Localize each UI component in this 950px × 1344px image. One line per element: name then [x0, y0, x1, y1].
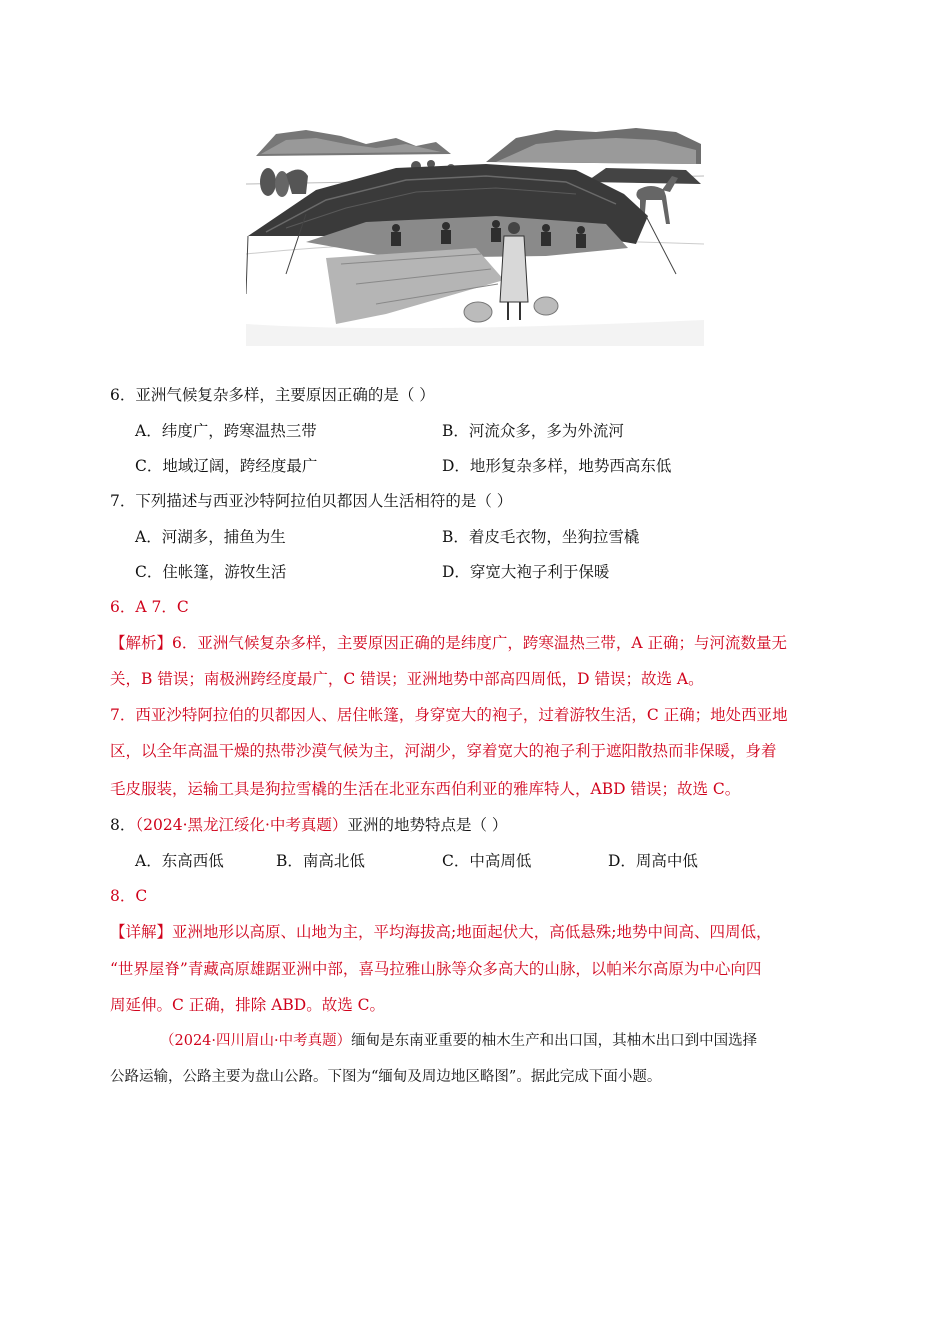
detail-text-1: 亚洲地形以高原、山地为主，平均海拔高;地面起伏大，高低悬殊;地势中间高、四周低， [172, 923, 772, 941]
q7-option-d: D．穿宽大袍子利于保暖 [442, 563, 610, 581]
q8-option-d: D．周高中低 [608, 852, 698, 870]
answer-6-7: 6．A 7．C [110, 598, 189, 616]
intro-text-1: 缅甸是东南亚重要的柚木生产和出口国，其柚木出口到中国选择 [351, 1033, 758, 1049]
q8-option-a: A．东高西低 [135, 852, 224, 870]
q7-option-a: A．河湖多，捕鱼为生 [135, 528, 286, 546]
analysis-6-7-line-2: 关，B 错误；南极洲跨经度最广，C 错误；亚洲地势中部高四周低，D 错误；故选 A。 [110, 670, 704, 688]
intro-line-2: 公路运输，公路主要为盘山公路。下图为“缅甸及周边地区略图”。据此完成下面小题。 [110, 1069, 662, 1085]
detail-8-line-3: 周延伸。C 正确，排除 ABD。故选 C。 [110, 996, 386, 1014]
q7-option-b: B．着皮毛衣物，坐狗拉雪橇 [442, 528, 640, 546]
analysis-tag: 【解析】 [110, 634, 173, 652]
q6-option-a: A．纬度广，跨寒温热三带 [135, 422, 317, 440]
question-7-stem: 7．下列描述与西亚沙特阿拉伯贝都因人生活相符的是（ ） [110, 492, 513, 510]
q8-stem-text: 亚洲的地势特点是（ ） [347, 816, 508, 834]
q8-option-b: B．南高北低 [276, 852, 365, 870]
question-8-stem [110, 814, 507, 836]
analysis-6-7-line-3: 7．西亚沙特阿拉伯的贝都因人、居住帐篷，身穿宽大的袍子，过着游牧生活，C 正确；地处西亚地 [110, 706, 788, 724]
bedouin-tent-illustration [246, 124, 704, 346]
detail-8-line-1 [110, 921, 771, 943]
detail-8-line-2: “世界屋脊”青藏高原雄踞亚洲中部，喜马拉雅山脉等众多高大的山脉，以帕米尔高原为中心向四 [110, 960, 762, 978]
analysis-text-1: 6．亚洲气候复杂多样，主要原因正确的是纬度广，跨寒温热三带，A 正确；与河流数量无 [172, 634, 788, 652]
analysis-6-7-line-4: 区，以全年高温干燥的热带沙漠气候为主，河湖少，穿着宽大的袍子利于遮阳散热而非保暖，身着 [110, 742, 777, 760]
q8-source: （2024·黑龙江绥化·中考真题） [135, 816, 348, 834]
analysis-6-7-line-1 [110, 632, 787, 654]
intro-source: （2024·四川眉山·中考真题） [160, 1033, 352, 1049]
question-6-stem: 6．亚洲气候复杂多样，主要原因正确的是（ ） [110, 386, 435, 404]
q7-option-c: C．住帐篷，游牧生活 [135, 563, 287, 581]
q6-option-b: B．河流众多，多为外流河 [442, 422, 624, 440]
intro-line-1 [160, 1030, 757, 1052]
answer-8: 8．C [110, 887, 148, 905]
detail-tag: 【详解】 [110, 923, 173, 941]
q6-option-c: C．地域辽阔，跨经度最广 [135, 457, 318, 475]
q6-option-d: D．地形复杂多样，地势西高东低 [442, 457, 672, 475]
q8-number: 8． [110, 816, 136, 834]
q8-option-c: C．中高周低 [442, 852, 532, 870]
analysis-6-7-line-5: 毛皮服装，运输工具是狗拉雪橇的生活在北亚东西伯利亚的雅库特人，ABD 错误；故选 C。 [110, 780, 741, 798]
